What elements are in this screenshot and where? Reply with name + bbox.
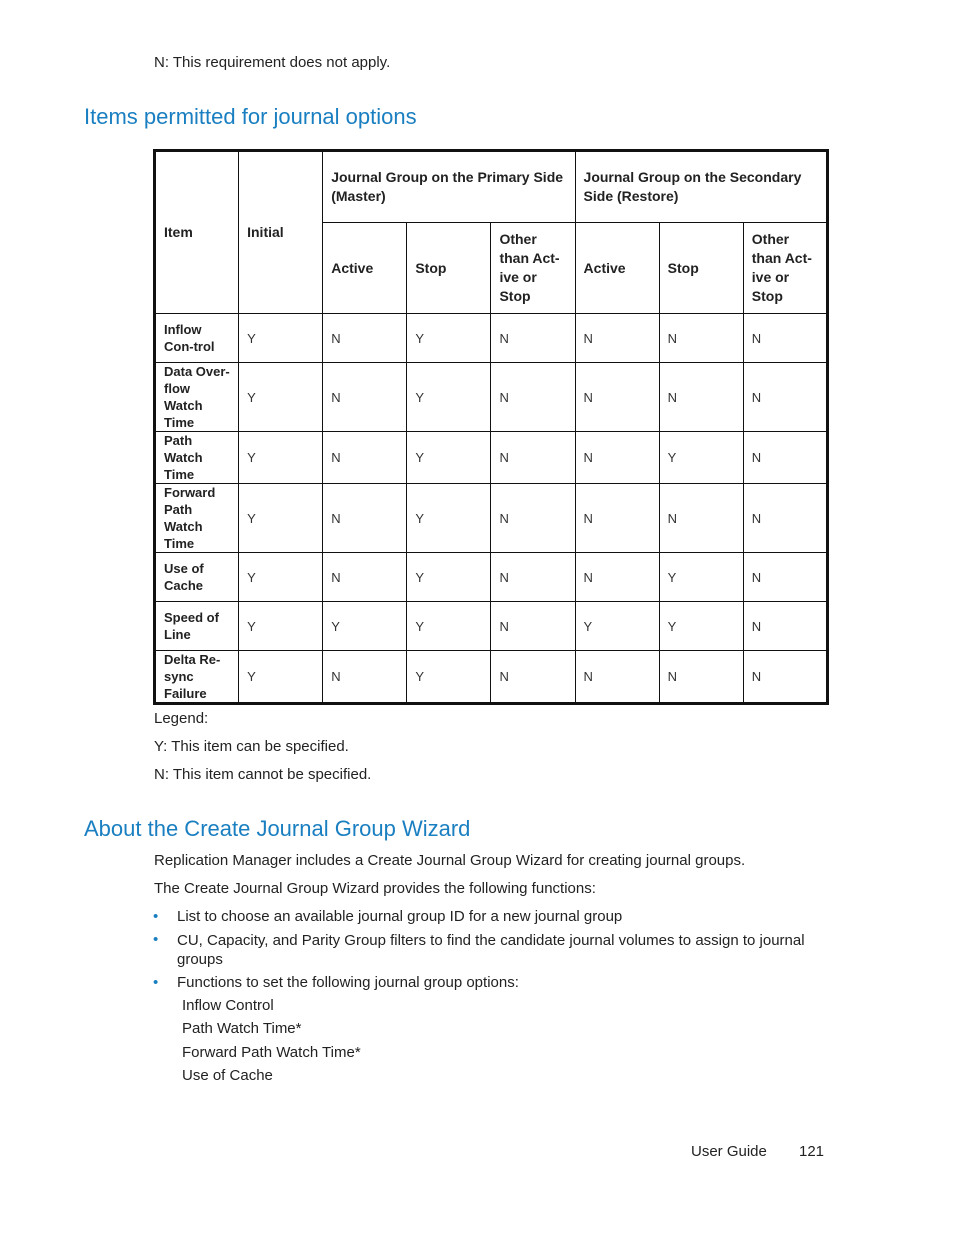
cell-value: N: [743, 484, 827, 553]
cell-value: N: [491, 314, 575, 363]
cell-value: N: [575, 314, 659, 363]
cell-value: N: [575, 432, 659, 484]
cell-value: N: [743, 602, 827, 651]
table-row: [155, 602, 828, 651]
bullet-text: Functions to set the following journal group options:: [177, 974, 519, 991]
cell-value: N: [491, 602, 575, 651]
cell-value: N: [659, 651, 743, 704]
bullet-icon: •: [153, 908, 159, 925]
header-primary-stop: Stop: [407, 223, 491, 314]
header-secondary-active: Active: [575, 223, 659, 314]
cell-value: N: [323, 314, 407, 363]
cell-value: Y: [575, 602, 659, 651]
cell-value: Y: [239, 651, 323, 704]
cell-value: N: [491, 651, 575, 704]
cell-value: Y: [323, 602, 407, 651]
cell-value: N: [743, 363, 827, 432]
page-number: 121: [799, 1143, 825, 1160]
bullet-item: [153, 931, 827, 969]
table-row: [155, 553, 828, 602]
row-item: Forward Path Watch Time: [155, 484, 239, 553]
cell-value: Y: [239, 432, 323, 484]
table-row: [155, 314, 828, 363]
row-item: Delta Re-sync Failure: [155, 651, 239, 704]
cell-value: Y: [239, 602, 323, 651]
section-heading-journal-options: Items permitted for journal options: [84, 104, 417, 129]
paragraph: The Create Journal Group Wizard provides the following functions:: [154, 880, 596, 897]
footer-label: User Guide: [691, 1143, 767, 1160]
legend-n: N: This item cannot be specified.: [154, 766, 372, 783]
cell-value: Y: [407, 651, 491, 704]
table-row: [155, 484, 828, 553]
table-row: [155, 651, 828, 704]
bullet-text: List to choose an available journal group ID for a new journal group: [177, 908, 623, 925]
cell-value: Y: [239, 484, 323, 553]
legend-y: Y: This item can be specified.: [154, 738, 349, 755]
cell-value: N: [491, 553, 575, 602]
header-primary-side: Journal Group on the Primary Side (Master): [323, 151, 575, 223]
row-item: Path Watch Time: [155, 432, 239, 484]
cell-value: Y: [407, 432, 491, 484]
cell-value: Y: [659, 602, 743, 651]
cell-value: N: [659, 484, 743, 553]
cell-value: N: [323, 363, 407, 432]
cell-value: N: [323, 432, 407, 484]
table-row: [155, 363, 828, 432]
top-note: N: This requirement does not apply.: [154, 54, 391, 71]
option-item: Path Watch Time*: [182, 1020, 302, 1037]
cell-value: N: [743, 553, 827, 602]
cell-value: Y: [239, 553, 323, 602]
bullet-icon: •: [153, 974, 159, 991]
cell-value: Y: [407, 363, 491, 432]
bullet-text: CU, Capacity, and Parity Group filters to find the candidate journal volumes to assign to journal groups: [177, 932, 805, 968]
cell-value: Y: [239, 314, 323, 363]
header-primary-other: Other than Act-ive or Stop: [491, 223, 575, 314]
bullet-icon: •: [153, 931, 159, 948]
cell-value: Y: [407, 553, 491, 602]
table-row: [155, 432, 828, 484]
bullet-item: [153, 908, 622, 925]
cell-value: Y: [407, 484, 491, 553]
cell-value: N: [491, 363, 575, 432]
cell-value: Y: [407, 314, 491, 363]
cell-value: Y: [659, 432, 743, 484]
cell-value: N: [743, 314, 827, 363]
option-item: Inflow Control: [182, 997, 274, 1014]
legend-title: Legend:: [154, 710, 209, 727]
cell-value: Y: [659, 553, 743, 602]
row-item: Inflow Con-trol: [155, 314, 239, 363]
cell-value: N: [743, 651, 827, 704]
cell-value: N: [491, 432, 575, 484]
cell-value: N: [575, 363, 659, 432]
cell-value: Y: [407, 602, 491, 651]
paragraph: Replication Manager includes a Create Journal Group Wizard for creating journal groups.: [154, 852, 746, 869]
option-item: Use of Cache: [182, 1067, 273, 1084]
cell-value: N: [323, 651, 407, 704]
cell-value: N: [743, 432, 827, 484]
row-item: Data Over-flow Watch Time: [155, 363, 239, 432]
cell-value: Y: [239, 363, 323, 432]
header-initial: Initial: [239, 151, 323, 314]
cell-value: N: [659, 363, 743, 432]
journal-options-table: [153, 149, 829, 705]
header-item: Item: [155, 151, 239, 314]
cell-value: N: [575, 651, 659, 704]
bullet-item: [153, 974, 519, 991]
header-secondary-side: Journal Group on the Secondary Side (Restore): [575, 151, 827, 223]
cell-value: N: [575, 553, 659, 602]
header-secondary-other: Other than Act-ive or Stop: [743, 223, 827, 314]
header-primary-active: Active: [323, 223, 407, 314]
cell-value: N: [323, 553, 407, 602]
cell-value: N: [323, 484, 407, 553]
section-heading-wizard: About the Create Journal Group Wizard: [84, 816, 471, 841]
cell-value: N: [491, 484, 575, 553]
cell-value: N: [659, 314, 743, 363]
option-item: Forward Path Watch Time*: [182, 1044, 361, 1061]
header-secondary-stop: Stop: [659, 223, 743, 314]
cell-value: N: [575, 484, 659, 553]
row-item: Use of Cache: [155, 553, 239, 602]
row-item: Speed of Line: [155, 602, 239, 651]
